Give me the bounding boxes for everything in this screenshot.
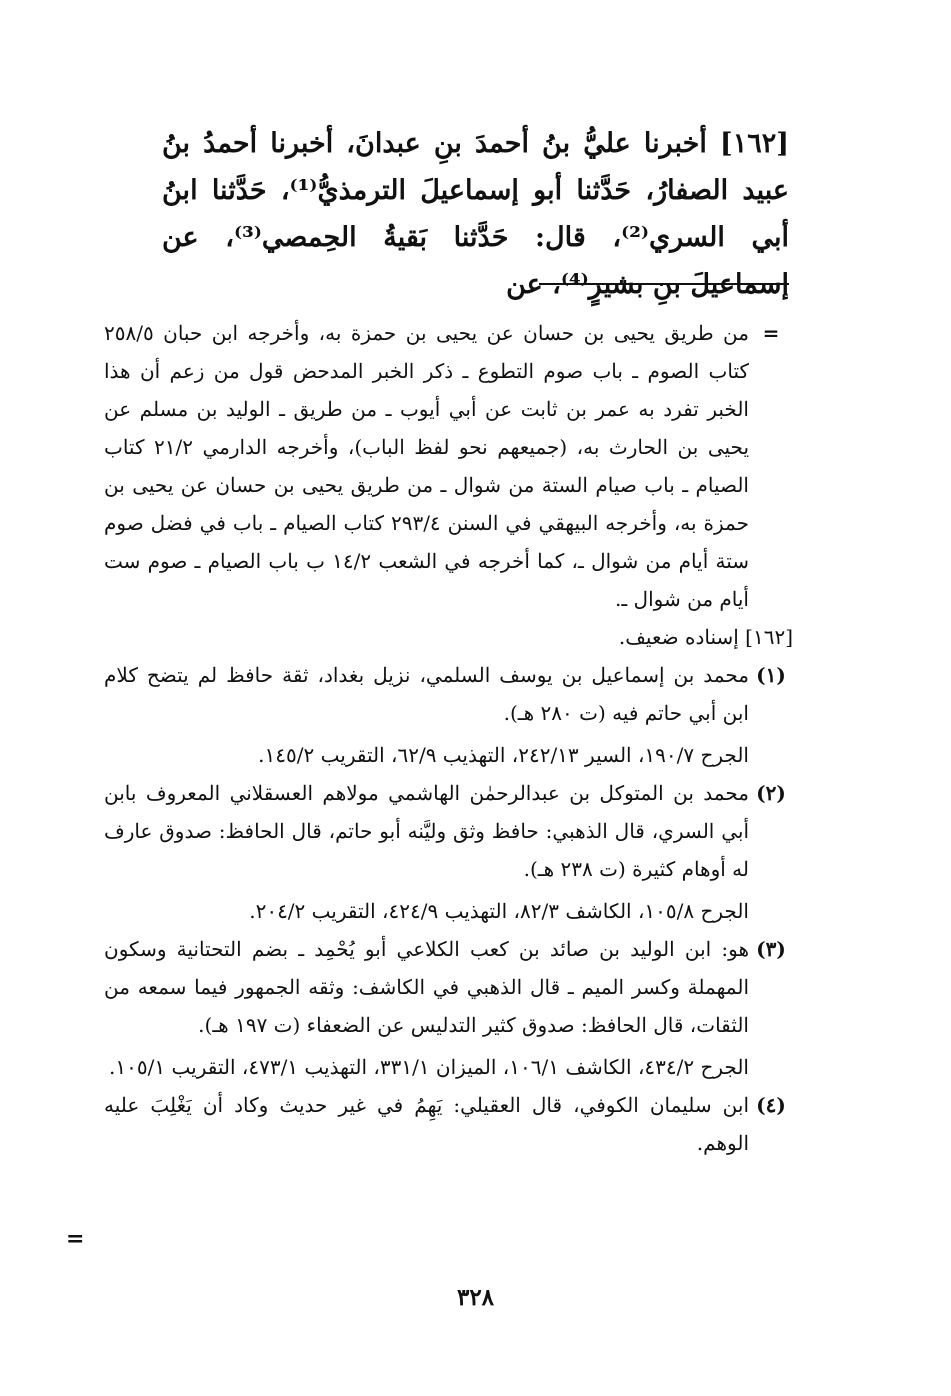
hadith-text: [١٦٢] أخبرنا عليُّ بنُ أحمدَ بنِ عبدانَ، أخبرنا أحمدُ بنُ عبيد الصفارُ، حَدَّثنا أبو إسماعيلَ الترمذيُّ⁽¹⁾، حَدَّثنا ابنُ أبي السري⁽²⁾، قال: حَدَّثنا بَقيةُ الحِمصي⁽³⁾، عن إسماعيلَ بنِ بشيرٍ⁽⁴⁾، عن [162, 128, 789, 300]
footnote-continuation-marker: = [762, 321, 780, 345]
footnote-text: ابن سليمان الكوفي، قال العقيلي: يَهِمُ في غير حديث وكاد أن يَغْلِبَ عليه الوهم. [104, 1093, 749, 1155]
continues-marker: = [66, 1226, 85, 1252]
footnote-text: هو: ابن الوليد بن صائد بن كعب الكلاعي أبو يُحْمِد ـ بضم التحتانية وسكون المهملة وكسر الميم ـ قال الذهبي في الكاشف: وثقه الجمهور فيما سمعه من الثقات، قال الحافظ: صدوق كثير التدليس عن الضعفاء (ت ١٩٧ هـ). [104, 937, 749, 1037]
footnote-separator [539, 283, 789, 285]
footnote-2 [104, 774, 793, 930]
footnote-continuation [104, 314, 793, 618]
footnote-sources: الجرح ١٠٥/٨، الكاشف ٨٢/٣، التهذيب ٤٢٤/٩، التقريب ٢٠٤/٢. [249, 899, 749, 923]
footnote-1 [104, 656, 793, 774]
footnote-text: محمد بن المتوكل بن عبدالرحمٰن الهاشمي مولاهم العسقلاني المعروف بابن أبي السري، قال الذهبي: حافظ وثق وليَّنه أبو حاتم، قال الحافظ: صدوق عارف له أوهام كثيرة (ت ٢٣٨ هـ). [104, 781, 749, 881]
footnote-sources: الجرح ١٩٠/٧، السير ٢٤٢/١٣، التهذيب ٦٢/٩، التقريب ١٤٥/٢. [258, 743, 749, 767]
footnote-text: محمد بن إسماعيل بن يوسف السلمي، نزيل بغداد، ثقة حافظ لم يتضح كلام ابن أبي حاتم فيه (ت ٢٨٠ هـ). [104, 663, 749, 725]
footnote-continuation-text: من طريق يحيى بن حسان عن يحيى بن حمزة به، وأخرجه ابن حبان ٢٥٨/٥ كتاب الصوم ـ باب صوم التطوع ـ ذكر الخبر المدحض قول من زعم أن هذا الخبر تفرد به عمر بن ثابت عن أبي أيوب ـ من طريق ـ الوليد بن مسلم عن يحيى بن الحارث به، (جميعهم نحو لفظ الباب)، وأخرجه الدارمي ٢١/٢ كتاب الصيام ـ باب صيام الستة من شوال ـ من طريق يحيى بن حسان عن يحيى بن حمزة به، وأخرجه البيهقي في السنن ٢٩٣/٤ كتاب الصيام ـ باب في فضل صوم ستة أيام من شوال ـ، كما أخرجه في الشعب ١٤/٢ ب باب الصيام ـ صوم ست أيام من شوال ـ. [104, 321, 750, 611]
footnotes [104, 314, 793, 1162]
footnote-marker: (٤) [756, 1093, 786, 1117]
footnote-marker: (١) [756, 663, 786, 687]
footnote-marker: (٢) [756, 781, 786, 805]
footnote-3 [104, 930, 793, 1086]
page-number: ٣٢٨ [456, 1284, 495, 1311]
grading-line: [١٦٢] إسناده ضعيف. [618, 625, 793, 649]
footnote-4 [104, 1086, 793, 1162]
footnote-sources: الجرح ٤٣٤/٢، الكاشف ١٠٦/١، الميزان ٣٣١/١، التهذيب ٤٧٣/١، التقريب ١٠٥/١. [109, 1055, 749, 1079]
footnote-marker: (٣) [756, 937, 786, 961]
